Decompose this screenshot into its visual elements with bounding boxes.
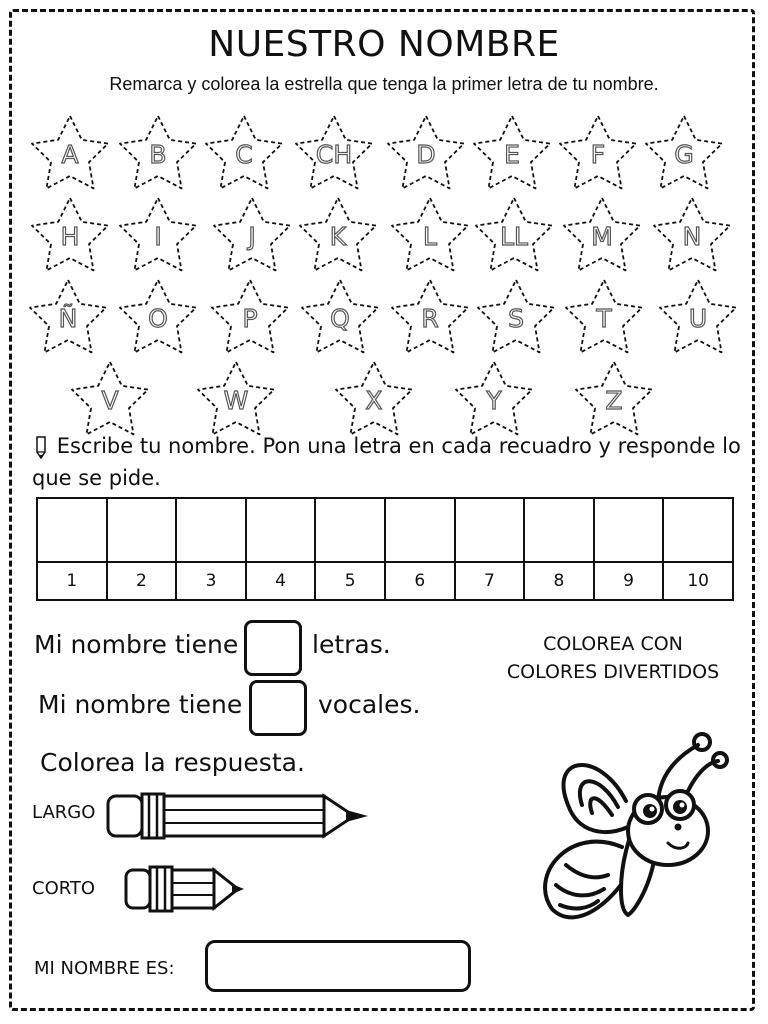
letter-box[interactable]: [107, 498, 177, 562]
letter-star[interactable]: [296, 192, 380, 276]
letter-star[interactable]: [116, 110, 200, 194]
star-letter: X: [365, 386, 383, 415]
letter-star[interactable]: [572, 356, 656, 440]
letter-box[interactable]: [385, 498, 455, 562]
star-letter: LL: [500, 222, 528, 251]
letter-star[interactable]: [656, 274, 740, 358]
coloring-note-line1: COLOREA CON: [543, 633, 683, 655]
letter-star[interactable]: [472, 192, 556, 276]
pencil-icon: [32, 435, 50, 459]
letter-star[interactable]: [194, 356, 278, 440]
star-letter: D: [416, 140, 436, 169]
star-letter: CH: [315, 140, 353, 169]
letter-star[interactable]: [556, 110, 640, 194]
star-letter: L: [423, 222, 437, 251]
grid-number: 9: [594, 562, 664, 600]
grid-number: 8: [524, 562, 594, 600]
star-letter: J: [248, 222, 256, 251]
letter-box[interactable]: [594, 498, 664, 562]
coloring-note: [486, 630, 740, 686]
subtitle: Remarca y colorea la estrella que tenga la primer letra de tu nombre.: [109, 74, 659, 94]
instruction-text: Escribe tu nombre. Pon una letra en cada recuadro y responde lo que se pide.: [32, 434, 741, 490]
letter-star[interactable]: [116, 274, 200, 358]
star-letter: O: [148, 304, 168, 333]
grid-number: 3: [176, 562, 246, 600]
letter-star[interactable]: [210, 192, 294, 276]
letter-box[interactable]: [315, 498, 385, 562]
letter-star[interactable]: [452, 356, 536, 440]
letter-star[interactable]: [650, 192, 734, 276]
short-pencil[interactable]: [124, 864, 246, 914]
letter-box[interactable]: [524, 498, 594, 562]
letter-star[interactable]: [116, 192, 200, 276]
star-letter: A: [61, 140, 79, 169]
letter-box[interactable]: [455, 498, 525, 562]
letter-star[interactable]: [474, 274, 558, 358]
star-letter: V: [101, 386, 119, 415]
coloring-note-line2: COLORES DIVERTIDOS: [506, 661, 720, 683]
grid-number: 7: [455, 562, 525, 600]
star-letter: R: [421, 304, 439, 333]
star-letter: Z: [605, 386, 623, 415]
grid-number: 2: [107, 562, 177, 600]
letter-star[interactable]: [28, 110, 112, 194]
color-answer-text: Colorea la respuesta.: [40, 748, 305, 777]
letter-star[interactable]: [68, 356, 152, 440]
letter-star[interactable]: [292, 110, 376, 194]
star-letter: B: [149, 140, 167, 169]
star-letter: F: [590, 140, 606, 169]
star-letter: S: [508, 304, 524, 333]
star-letter: M: [591, 222, 613, 251]
name-answer-box[interactable]: [205, 940, 471, 992]
star-letter: H: [60, 222, 80, 251]
star-letter: N: [682, 222, 702, 251]
letter-box[interactable]: [176, 498, 246, 562]
letter-box[interactable]: [246, 498, 316, 562]
butterfly-illustration[interactable]: [530, 725, 735, 925]
letters-question-suffix: letras.: [312, 630, 391, 659]
letter-star[interactable]: [560, 192, 644, 276]
grid-number: 10: [663, 562, 733, 600]
star-letter: U: [688, 304, 708, 333]
letter-star[interactable]: [384, 110, 468, 194]
vowels-question-prefix: Mi nombre tiene: [38, 690, 243, 719]
vowels-count-box[interactable]: [249, 680, 307, 736]
star-letter: E: [504, 140, 520, 169]
long-pencil[interactable]: [106, 790, 372, 842]
star-letter: Ñ: [58, 304, 78, 333]
grid-number: 4: [246, 562, 316, 600]
grid-number: 1: [37, 562, 107, 600]
star-letter: I: [154, 222, 162, 251]
letter-star[interactable]: [332, 356, 416, 440]
page-title: NUESTRO NOMBRE: [208, 24, 560, 65]
letter-star[interactable]: [642, 110, 726, 194]
letter-star[interactable]: [470, 110, 554, 194]
letter-star[interactable]: [388, 274, 472, 358]
letter-box[interactable]: [37, 498, 107, 562]
star-letter: Y: [486, 386, 502, 415]
star-letter: C: [235, 140, 253, 169]
letters-count-box[interactable]: [244, 620, 302, 676]
short-label: CORTO: [32, 878, 96, 899]
instruction: [32, 430, 744, 494]
vowels-question-suffix: vocales.: [318, 690, 421, 719]
name-label: MI NOMBRE ES:: [34, 958, 175, 979]
grid-number: 6: [385, 562, 455, 600]
letter-star[interactable]: [26, 274, 110, 358]
letter-star[interactable]: [202, 110, 286, 194]
grid-number: 5: [315, 562, 385, 600]
star-letter: Q: [330, 304, 350, 333]
letter-star[interactable]: [208, 274, 292, 358]
letter-star[interactable]: [298, 274, 382, 358]
star-letter: W: [223, 386, 249, 415]
name-letter-grid: [36, 497, 734, 601]
letters-question-prefix: Mi nombre tiene: [34, 630, 239, 659]
long-label: LARGO: [32, 802, 96, 823]
star-letter: K: [329, 222, 347, 251]
letter-star[interactable]: [562, 274, 646, 358]
letter-box[interactable]: [663, 498, 733, 562]
star-letter: G: [674, 140, 694, 169]
star-letter: T: [596, 304, 612, 333]
letter-star[interactable]: [388, 192, 472, 276]
letter-star[interactable]: [28, 192, 112, 276]
star-letter: P: [242, 304, 258, 333]
